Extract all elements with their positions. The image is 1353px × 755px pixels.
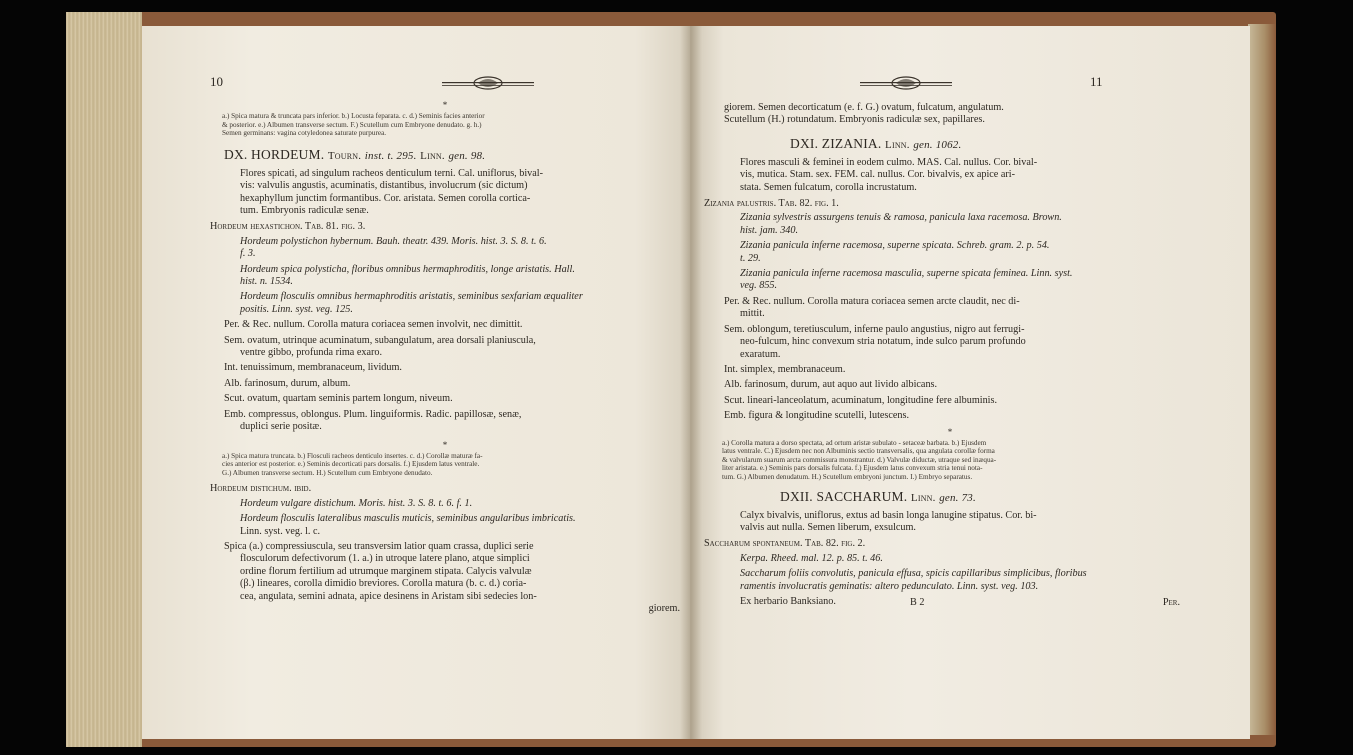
text-line: cea, angulata, semini adnata, apice desinens in Aristam sibi sedecies lon- — [240, 590, 537, 602]
text-line: (β.) lineares, corolla dimidio breviores. Corolla matura (b. c. d.) coria- — [240, 578, 527, 590]
genus-description — [740, 510, 1190, 535]
synonym-line: hist. n. 1534. — [240, 276, 293, 288]
text-line: Flores masculi & feminei in eodem culmo. MAS. Cal. nullus. Cor. bival- — [740, 156, 1038, 168]
genus-description — [240, 168, 680, 218]
right-running-head — [710, 72, 1190, 102]
synonyms-list — [740, 553, 1190, 609]
text-line: Flores spicati, ad singulum racheos denticulum terni. Cal. uniflorus, bival- — [240, 167, 544, 179]
footnote-line: a.) Spica matura & truncata pars inferior. b.) Locusta feparata. c. d.) Seminis facies anterior — [222, 112, 485, 120]
footnote-line: & posterior. e.) Albumen transverse sectum. F.) Scutellum cum Embryone denudato. g. h.) — [222, 120, 482, 129]
description-paragraph — [224, 541, 680, 603]
footnote-top — [222, 112, 680, 138]
genus-ref-author: Linn. — [910, 491, 936, 504]
synonym-line: Ex herbario Banksiano. — [740, 595, 836, 607]
morphology-fields — [224, 319, 680, 433]
text-line: vis: valvulis angustis, acuminatis, distantibus, involucrum (sic dictum) — [240, 180, 528, 192]
field-line: Scut. lineari-lanceolatum, acuminatum, longitudine fere albuminis. — [724, 394, 998, 406]
text-line: Spica (a.) compressiuscula, seu transversim latior quam crassa, duplici serie — [224, 540, 534, 552]
genus-ref-author: Linn. — [420, 149, 445, 162]
asterisk-mark: * — [442, 100, 448, 110]
text-line: giorem. Semen decorticatum (e. f. G.) ovatum, fulcatum, angulatum. — [724, 102, 1004, 113]
right-page-text — [704, 72, 1190, 625]
footnote-line: a.) Spica matura truncata. b.) Flosculi racheos denticulo insertes. c. d.) Corollæ maturæ fa- — [222, 451, 483, 460]
synonyms-list — [240, 236, 680, 316]
genus-description — [740, 157, 1190, 194]
text-line: stata. Semen fulcatum, corolla incrustatum. — [740, 181, 917, 193]
field-line: duplici serie positæ. — [240, 421, 322, 433]
genus-title: DX. HORDEUM. — [224, 146, 325, 162]
genus-ref-cite: inst. t. 295. — [364, 149, 417, 162]
footnote-middle — [222, 452, 680, 478]
catchword-right: Per. — [1162, 597, 1180, 609]
genus-title: DXI. ZIZANIA. — [790, 135, 882, 151]
field-line: Int. tenuissimum, membranaceum, lividum. — [224, 362, 402, 374]
left-running-head — [210, 72, 680, 100]
page-edges-right — [1248, 24, 1276, 735]
synonym-line: t. 29. — [740, 252, 761, 264]
field-line: Emb. figura & longitudine scutelli, lutescens. — [724, 410, 910, 422]
field-line: Int. simplex, membranaceum. — [724, 363, 846, 375]
synonym-line: Linn. syst. veg. l. c. — [240, 525, 321, 537]
synonym-line: Hordeum flosculis omnibus hermaphroditis aristatis, seminibus sexfariam æqualiter — [240, 291, 583, 303]
morphology-fields — [724, 296, 1190, 423]
asterisk-mark: * — [442, 439, 448, 450]
species-heading: Zizania palustris. Tab. 82. fig. 1. — [704, 198, 839, 210]
genus-ref-author: Linn. — [885, 138, 910, 151]
footnote-line: a.) Corolla matura a dorso spectata, ad ortum aristæ subulato - setaceæ barbata. b.) Ejusdem — [722, 438, 987, 447]
text-line: vis, mutica. Stam. sex. FEM. cal. nullus. Cor. bivalvis, ex apice ari- — [740, 169, 1016, 181]
text-line: tum. Embryonis radiculæ senæ. — [240, 205, 369, 216]
genus-heading-saccharum — [780, 488, 1190, 507]
ornament-icon — [860, 75, 952, 91]
text-line: Scutellum (H.) rotundatum. Embryonis radiculæ sex, papillares. — [724, 114, 985, 126]
synonym-line: Kerpa. Rheed. mal. 12. p. 85. t. 46. — [740, 552, 883, 564]
footnote-right — [722, 439, 1190, 482]
footnote-line: liter aristata. e.) Seminis pars dorsalis fulcata. f.) Ejusdem latus convexum stria tenui nota- — [722, 464, 983, 473]
synonym-line: Hordeum spica polysticha, floribus omnibus hermaphroditis, longe aristatis. Hall. — [240, 263, 575, 275]
text-line: valvis aut nulla. Semen liberum, exsulcum. — [740, 521, 916, 533]
synonyms-list — [740, 212, 1190, 292]
field-line: Sem. oblongum, teretiusculum, inferne paulo angustius, nigro aut ferrugi- — [724, 323, 1025, 335]
page-edges-left — [66, 12, 142, 747]
asterisk-mark: * — [947, 426, 953, 437]
field-line: mittit. — [740, 308, 765, 320]
synonym-line: Zizania panicula inferne racemosa masculia, superne spicata feminea. Linn. syst. — [740, 268, 1073, 280]
synonym-line: Saccharum foliis convolutis, panicula effusa, spicis capillaribus simplicibus, floribus — [740, 568, 1087, 580]
text-line: flosculorum defectivorum (1. a.) in utroque latere plano, atque simplici — [240, 553, 530, 565]
ornament-icon — [442, 75, 534, 91]
footnote-line: latus ventrale. C.) Ejusdem nec non Albuminis sectio transversalis, qua angulata corollæ forma — [722, 447, 995, 456]
genus-ref-cite: gen. 1062. — [913, 138, 962, 151]
page-number-left: 10 — [210, 74, 223, 89]
field-line: Scut. ovatum, quartam seminis partem longum, niveum. — [224, 393, 453, 405]
genus-ref-author: Tourn. — [327, 149, 362, 162]
synonym-line: Zizania sylvestris assurgens tenuis & ramosa, panicula laxa racemosa. Brown. — [740, 212, 1062, 224]
footnote-line: & valvularum suarum arcta commissura monstrantur. d.) Valvulæ diductæ, utraque sed inæqua- — [722, 455, 997, 464]
field-line: Emb. compressus, oblongus. Plum. linguiformis. Radic. papillosæ, senæ, — [224, 408, 522, 420]
text-line: hexaphyllum junctim formantibus. Cor. aristata. Semen corolla cortica- — [240, 192, 531, 204]
synonym-line: hist. jam. 340. — [740, 224, 799, 236]
genus-heading-zizania — [790, 135, 1190, 154]
field-line: Alb. farinosum, durum, album. — [224, 377, 351, 389]
synonym-line: positis. Linn. syst. veg. 125. — [240, 303, 353, 315]
footnote-line: cies anterior est posterior. e.) Seminis decorticati pars dorsalis. f.) Ejusdem latus ventrale. — [222, 460, 480, 469]
species-heading: Hordeum hexastichon. Tab. 81. fig. 3. — [210, 221, 366, 233]
field-line: Alb. farinosum, durum, aut aquo aut livido albicans. — [724, 379, 938, 391]
book-gutter — [680, 26, 702, 739]
text-line: ordine florum fertilium ad utrumque marginem stipata. Calycis valvulæ — [240, 565, 532, 577]
synonym-line: Hordeum vulgare distichum. Moris. hist. 3. S. 8. t. 6. f. 1. — [240, 497, 473, 509]
synonym-line: veg. 855. — [740, 280, 778, 292]
field-line: neo-fulcum, hinc convexum stria notatum, inde sulco parum profundo — [740, 336, 1026, 348]
catchword-left: giorem. — [648, 602, 680, 614]
continued-paragraph — [724, 102, 1190, 127]
footnote-line: G.) Albumen transverse sectum. H.) Scutellum cum Embryone denudato. — [222, 468, 433, 477]
left-page-text — [210, 72, 680, 615]
footnote-line: tum. G.) Albumen denudatum. H.) Scutellum embryoni junctum. I.) Embryo separatus. — [722, 472, 973, 481]
genus-ref-cite: gen. 98. — [448, 149, 486, 162]
genus-heading-hordeum — [224, 146, 680, 165]
synonyms-list — [240, 498, 680, 538]
footnote-line: Semen germinans: vagina cotyledonea saturate purpurea. — [222, 129, 387, 138]
text-line: Calyx bivalvis, uniflorus, extus ad basin longa lanugine stipatus. Cor. bi- — [740, 509, 1037, 521]
synonym-line: Hordeum polystichon hybernum. Bauh. theatr. 439. Moris. hist. 3. S. 8. t. 6. — [240, 235, 547, 247]
species-heading: Saccharum spontaneum. Tab. 82. fig. 2. — [704, 538, 866, 550]
signature-mark: B 2 — [910, 597, 925, 609]
synonym-line: f. 3. — [240, 248, 256, 260]
field-line: Per. & Rec. nullum. Corolla matura coriacea semen arcte claudit, nec di- — [724, 295, 1020, 307]
species-heading: Hordeum distichum. ibid. — [210, 483, 312, 495]
field-line: exaratum. — [740, 348, 781, 360]
genus-ref-cite: gen. 73. — [939, 491, 976, 504]
synonym-line: ramentis involucratis geminatis: altero pedunculato. Linn. syst. veg. 103. — [740, 580, 1039, 592]
field-line: Per. & Rec. nullum. Corolla matura coriacea semen involvit, nec dimittit. — [224, 319, 523, 331]
synonym-line: Zizania panicula inferne racemosa, superne spicata. Schreb. gram. 2. p. 54. — [740, 240, 1050, 252]
field-line: ventre gibbo, profunda rima exaro. — [240, 347, 383, 359]
synonym-line: Hordeum flosculis lateralibus masculis muticis, seminibus angularibus imbricatis. — [240, 513, 576, 525]
page-number-right: 11 — [1090, 74, 1103, 89]
genus-title: DXII. SACCHARUM. — [780, 488, 908, 504]
field-line: Sem. ovatum, utrinque acuminatum, subangulatum, area dorsali planiuscula, — [224, 334, 536, 346]
